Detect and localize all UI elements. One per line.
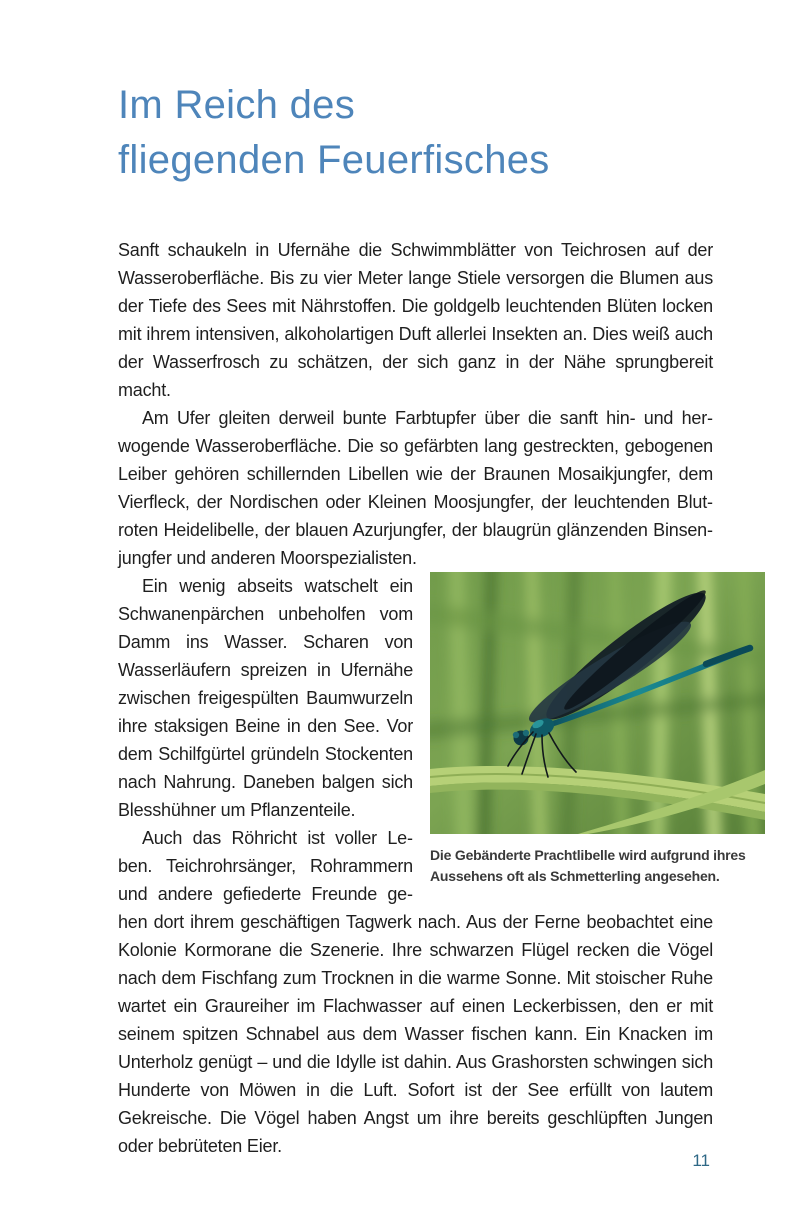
paragraph-4: Auch das Röhricht ist voller Leben. Teichrohrsänger, Rohrammern und andere gefiederte Freunde gehen dort ihrem geschäftigen Tagwerk nach. Aus der Ferne beobachtet eine Kolonie Kormorane die Szenerie. Ihre schwarzen Flügel recken die Vögel nach dem Fischfang zum Trocknen in die warme Sonne. Mit stoischer Ruhe wartet ein Graureiher im Flachwasser auf einen Leckerbissen, den er mit seinem spitzen Schnabel aus dem Wasser fischen kann. Ein Knacken im Unterholz genügt – und die Idylle ist dahin. Aus Grashorsten schwingen sich Hunderte von Möwen in die Luft. Sofort ist der See erfüllt von lautem Gekreische. Die Vögel haben Angst um ihre bereits geschlüpften Jungen oder bebrüteten Eier. bbox=[118, 828, 713, 1156]
page-number: 11 bbox=[692, 1151, 710, 1170]
paragraph-2: Am Ufer gleiten derweil bunte Farbtupfer über die sanft hin- und herwogende Wasseroberfläche. Die so gefärbten lang gestreckten, gebogenen Leiber gehören schillernden Libellen wie der Braunen Mosaikjungfer, dem Vierfleck, der Nordischen oder Kleinen Moosjungfer, der leuchtenden Blutroten Heidelibelle, der blauen Azurjungfer, der blaugrün glänzenden Binsenjungfer und anderen Moorspezialisten. bbox=[118, 408, 713, 568]
paragraph-1: Sanft schaukeln in Ufernähe die Schwimmblätter von Teichrosen auf der Wasseroberfläche. Bis zu vier Meter lange Stiele versorgen die Blumen aus der Tiefe des Sees mit Nährstoffen. Die goldgelb leuchtenden Blüten locken mit ihrem intensiven, alkoholartigen Duft allerlei Insekten an. Dies weiß auch der Wasserfrosch zu schätzen, der sich ganz in der Nähe sprungbereit macht. bbox=[118, 240, 713, 400]
chapter-title bbox=[118, 78, 713, 188]
dragonfly-photo bbox=[430, 572, 765, 834]
chapter-title-line-1: Im Reich des bbox=[118, 83, 356, 127]
page-content bbox=[118, 0, 746, 1160]
body-text bbox=[118, 236, 746, 1160]
chapter-title-line-2: fliegenden Feuerfisches bbox=[118, 138, 550, 182]
paragraph-3: Ein wenig abseits watschelt ein Schwanenpärchen unbeholfen vom Damm ins Wasser. Scharen von Wasserläufern spreizen in Ufernähe zwischen freigespülten Baumwurzeln ihre staksigen Beine in den See. Vor dem Schilfgürtel gründeln Stockenten nach Nahrung. Daneben balgen sich Blesshühner um Pflanzenteile. bbox=[118, 576, 413, 820]
photo-figure bbox=[430, 572, 765, 887]
photo-caption: Die Gebänderte Prachtlibelle wird aufgrund ihres Aussehens oft als Schmetterling angesehen. bbox=[430, 847, 746, 884]
